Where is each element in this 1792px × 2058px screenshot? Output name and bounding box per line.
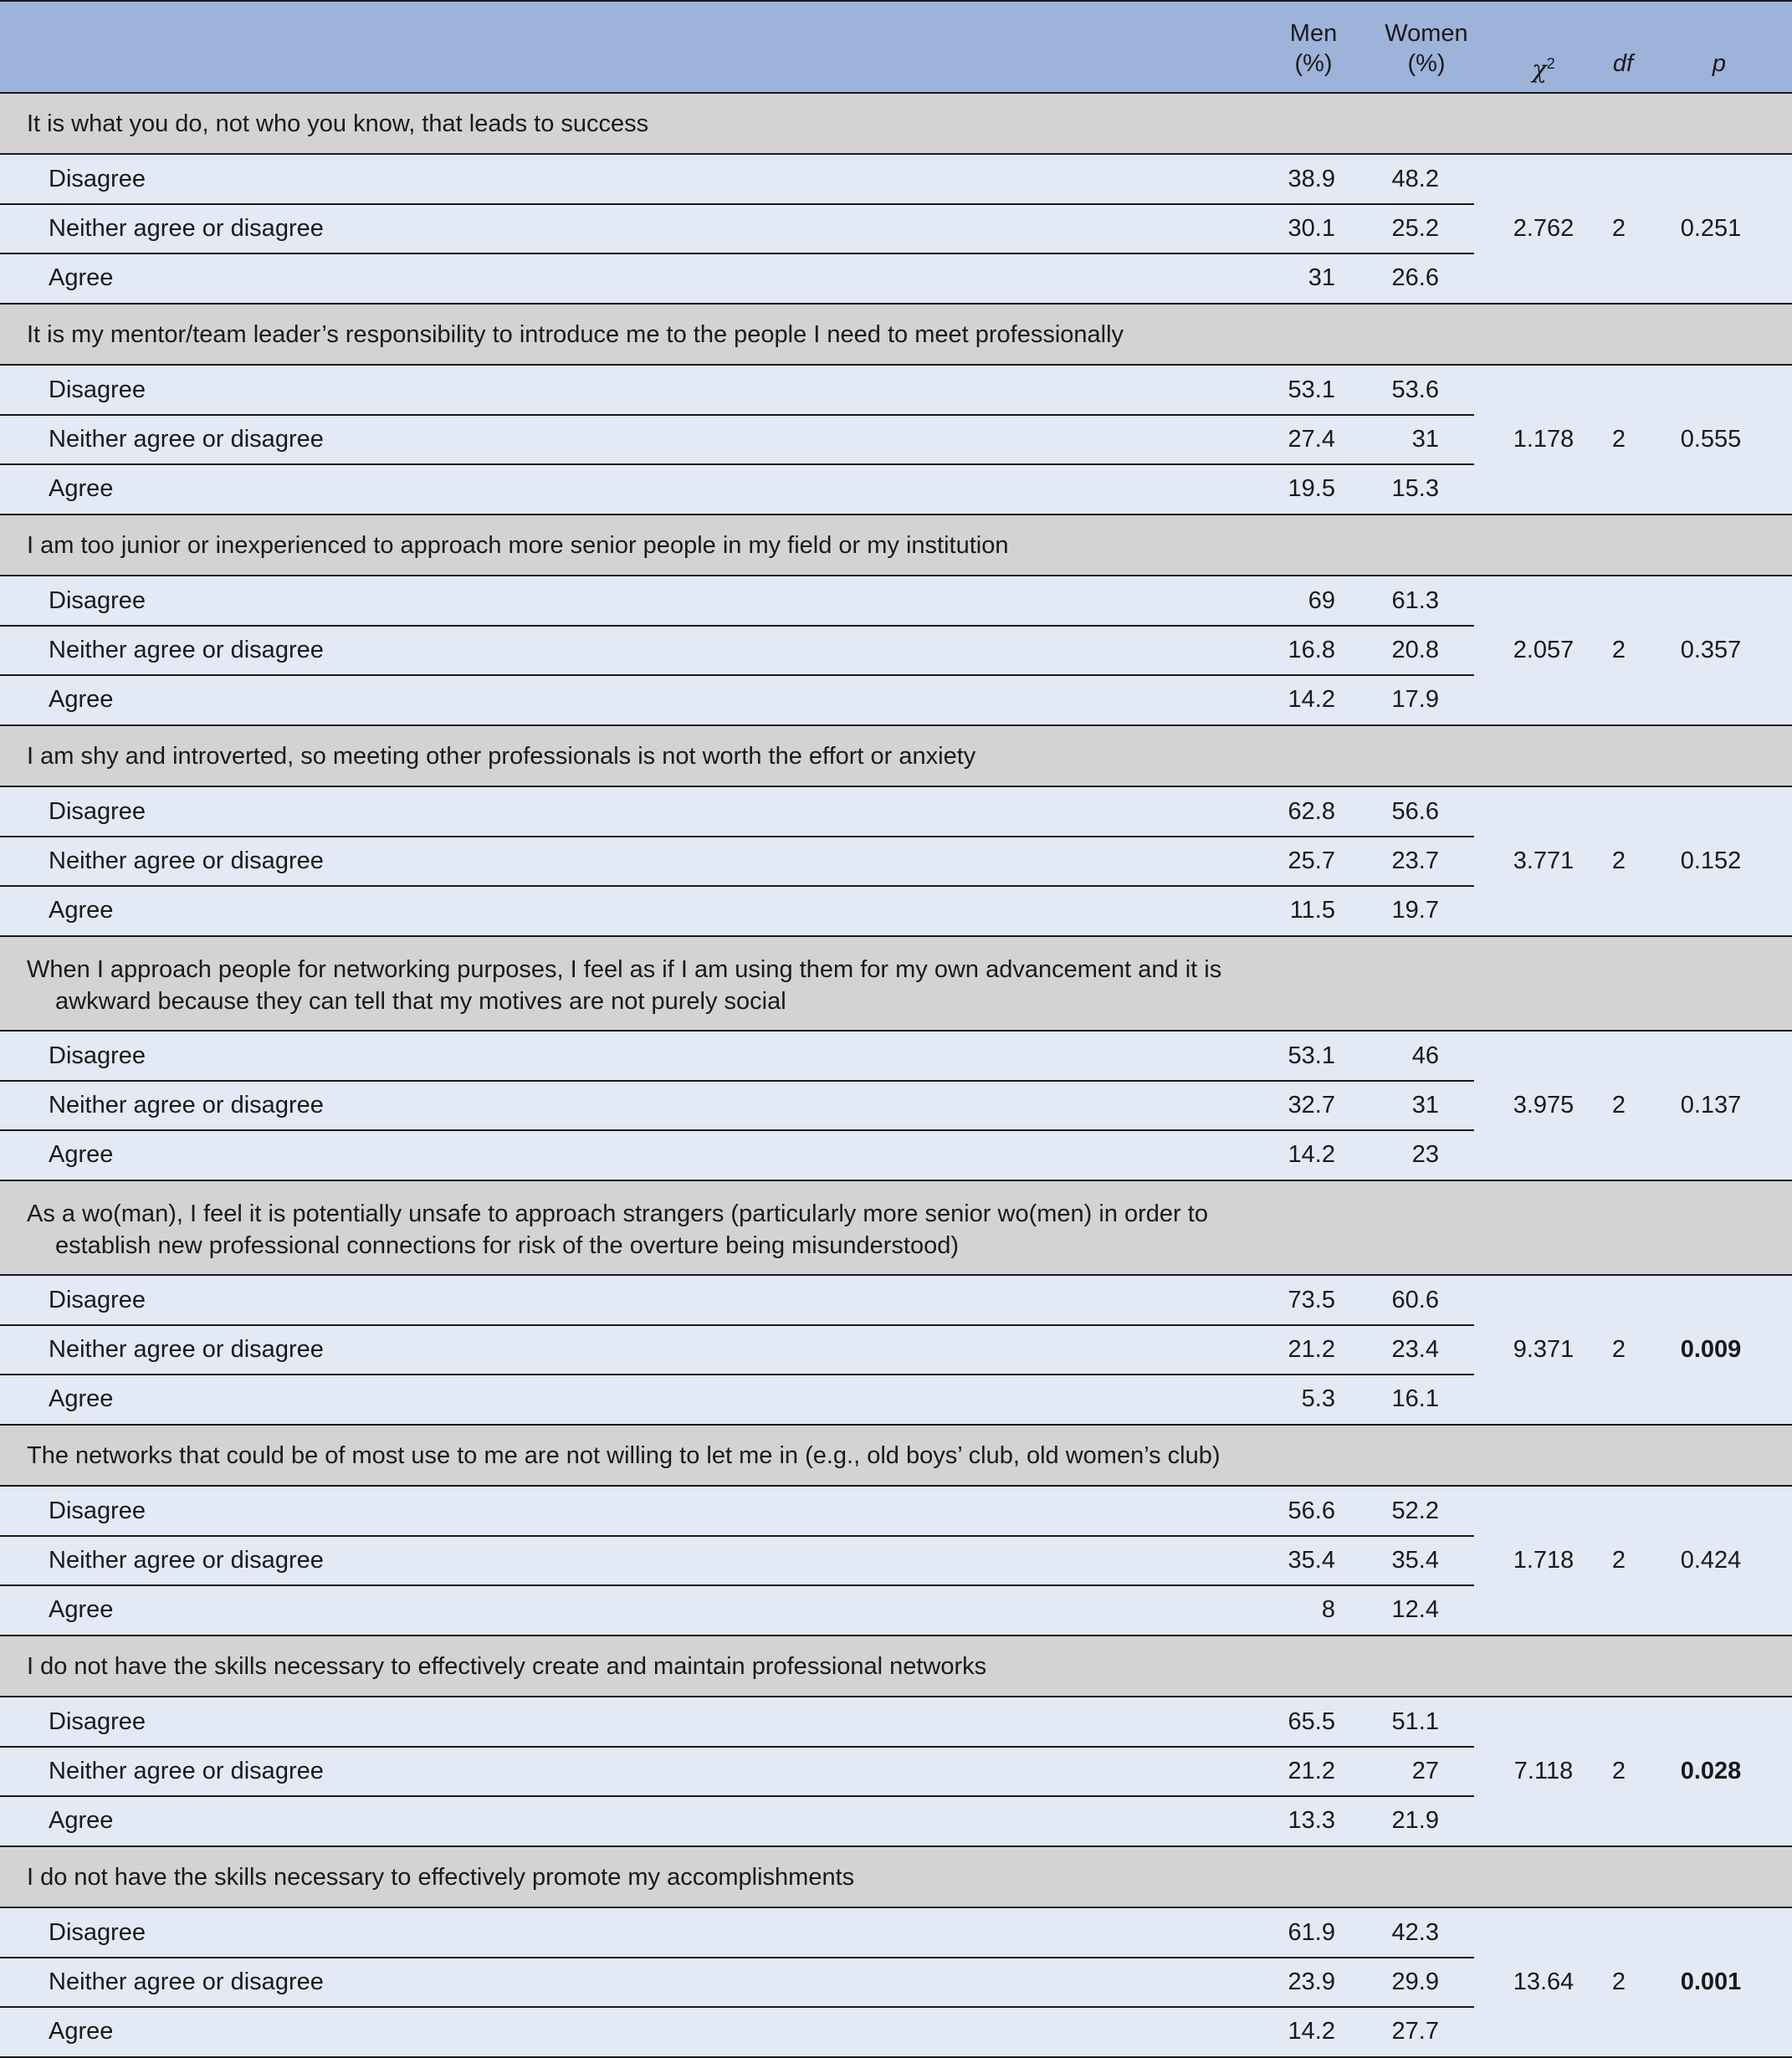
response-label: Disagree xyxy=(49,1287,146,1313)
question-row xyxy=(0,937,1792,1032)
women-percent: 53.6 xyxy=(1391,376,1439,403)
response-label: Agree xyxy=(49,1385,114,1412)
women-percent: 61.3 xyxy=(1391,587,1439,614)
header-men xyxy=(1255,18,1372,79)
response-label: Disagree xyxy=(49,1708,146,1735)
chi-square-value: 1.718 xyxy=(1513,1547,1574,1574)
men-percent: 32.7 xyxy=(1288,1092,1335,1119)
header-chi-square xyxy=(1498,49,1590,84)
men-percent: 23.9 xyxy=(1288,1968,1335,1995)
women-percent: 25.2 xyxy=(1391,215,1439,242)
men-percent: 62.8 xyxy=(1288,798,1335,825)
chi-square-value: 2.057 xyxy=(1513,637,1574,663)
women-percent: 52.2 xyxy=(1391,1497,1439,1524)
p-value: 0.555 xyxy=(1680,426,1742,453)
header-women-unit: (%) xyxy=(1407,50,1446,77)
df-value: 2 xyxy=(1611,1758,1626,1784)
women-percent: 46 xyxy=(1411,1042,1439,1069)
men-percent: 5.3 xyxy=(1301,1385,1335,1412)
response-block xyxy=(0,366,1792,515)
question-group xyxy=(0,726,1792,937)
table-header xyxy=(0,2,1792,94)
p-value: 0.137 xyxy=(1680,1092,1742,1119)
response-label: Disagree xyxy=(49,166,146,192)
response-label: Neither agree or disagree xyxy=(49,637,324,663)
row-divider xyxy=(0,1957,1474,1958)
response-label: Neither agree or disagree xyxy=(49,1547,324,1574)
df-value: 2 xyxy=(1611,1092,1626,1119)
question-group xyxy=(0,1426,1792,1636)
question-text: When I approach people for networking purposes, I feel as if I am using them for my own advancement and it is awkward because they can tell that my motives are not purely social xyxy=(27,956,1222,1015)
row-divider xyxy=(0,674,1474,676)
response-label: Neither agree or disagree xyxy=(49,1968,324,1995)
response-label: Disagree xyxy=(49,1497,146,1524)
question-text: I do not have the skills necessary to effectively create and maintain professional networks xyxy=(27,1653,987,1680)
chi-square-value: 2.762 xyxy=(1513,215,1574,242)
question-group xyxy=(0,515,1792,726)
question-text: It is what you do, not who you know, that leads to success xyxy=(27,110,649,137)
row-divider xyxy=(0,1080,1474,1082)
response-label: Neither agree or disagree xyxy=(49,1336,324,1363)
men-percent: 11.5 xyxy=(1289,897,1335,924)
men-percent: 65.5 xyxy=(1288,1708,1335,1735)
response-label: Agree xyxy=(49,897,114,924)
response-label: Neither agree or disagree xyxy=(49,1092,324,1119)
row-divider xyxy=(0,1324,1474,1326)
row-divider xyxy=(0,1374,1474,1375)
row-divider xyxy=(0,463,1474,465)
women-percent: 31 xyxy=(1411,1092,1439,1119)
response-label: Agree xyxy=(49,1807,114,1834)
row-divider xyxy=(0,253,1474,254)
women-percent: 23 xyxy=(1411,1141,1439,1168)
response-label: Disagree xyxy=(49,376,146,403)
row-divider xyxy=(0,2006,1474,2008)
df-value: 2 xyxy=(1611,426,1626,453)
women-percent: 16.1 xyxy=(1391,1385,1439,1412)
response-block xyxy=(0,155,1792,305)
men-percent: 14.2 xyxy=(1288,1141,1335,1168)
women-percent: 26.6 xyxy=(1391,264,1439,291)
question-row xyxy=(0,726,1792,787)
row-divider xyxy=(0,1746,1474,1748)
question-group xyxy=(0,305,1792,515)
men-percent: 21.2 xyxy=(1288,1336,1335,1363)
chi-square-value: 1.178 xyxy=(1513,426,1574,453)
df-value: 2 xyxy=(1611,1968,1626,1995)
response-label: Neither agree or disagree xyxy=(49,426,324,453)
men-percent: 14.2 xyxy=(1288,2018,1335,2045)
df-value: 2 xyxy=(1611,1547,1626,1574)
p-value: 0.009 xyxy=(1680,1336,1742,1363)
df-value: 2 xyxy=(1611,637,1626,663)
row-divider xyxy=(0,836,1474,837)
women-percent: 17.9 xyxy=(1391,686,1439,713)
women-percent: 48.2 xyxy=(1391,166,1439,192)
response-label: Disagree xyxy=(49,798,146,825)
question-row xyxy=(0,94,1792,155)
men-percent: 21.2 xyxy=(1288,1758,1335,1784)
women-percent: 51.1 xyxy=(1391,1708,1439,1735)
table-body xyxy=(0,94,1792,2058)
women-percent: 29.9 xyxy=(1391,1968,1439,1995)
row-divider xyxy=(0,625,1474,627)
row-divider xyxy=(0,1795,1474,1797)
question-group xyxy=(0,1847,1792,2058)
response-block xyxy=(0,1276,1792,1426)
men-percent: 53.1 xyxy=(1288,376,1335,403)
women-percent: 35.4 xyxy=(1391,1547,1439,1574)
question-group xyxy=(0,937,1792,1181)
question-row xyxy=(0,305,1792,366)
header-df: df xyxy=(1612,50,1634,77)
question-text: The networks that could be of most use to me are not willing to let me in (e.g., old boys’ club, old women’s club) xyxy=(27,1442,1221,1469)
women-percent: 15.3 xyxy=(1391,475,1439,502)
men-percent: 30.1 xyxy=(1288,215,1335,242)
response-block xyxy=(0,787,1792,937)
question-text: I am too junior or inexperienced to approach more senior people in my field or my institution xyxy=(27,532,1009,559)
women-percent: 27 xyxy=(1411,1758,1439,1784)
women-percent: 20.8 xyxy=(1391,637,1439,663)
response-block xyxy=(0,576,1792,726)
chi-square-value: 3.975 xyxy=(1513,1092,1574,1119)
response-block xyxy=(0,1908,1792,2058)
response-label: Disagree xyxy=(49,1919,146,1946)
response-label: Neither agree or disagree xyxy=(49,847,324,874)
chi-square-value: 7.118 xyxy=(1513,1758,1574,1784)
chi-square-value: 13.64 xyxy=(1513,1968,1574,1995)
response-label: Agree xyxy=(49,475,114,502)
response-label: Agree xyxy=(49,1141,114,1168)
women-percent: 56.6 xyxy=(1391,798,1439,825)
chi-symbol: χ xyxy=(1532,54,1547,84)
question-row xyxy=(0,1426,1792,1487)
question-row xyxy=(0,515,1792,576)
df-value: 2 xyxy=(1611,847,1626,874)
row-divider xyxy=(0,1584,1474,1586)
question-row xyxy=(0,1181,1792,1276)
p-value: 0.357 xyxy=(1680,637,1742,663)
women-percent: 27.7 xyxy=(1391,2018,1439,2045)
p-value: 0.001 xyxy=(1680,1968,1742,1995)
question-text: As a wo(man), I feel it is potentially unsafe to approach strangers (particularly more senior wo(men) in order to establish new professional connections for risk of the overture being misunderstood) xyxy=(27,1200,1208,1259)
men-percent: 69 xyxy=(1308,587,1335,614)
men-percent: 25.7 xyxy=(1288,847,1335,874)
men-percent: 53.1 xyxy=(1288,1042,1335,1069)
response-label: Neither agree or disagree xyxy=(49,1758,324,1784)
response-label: Agree xyxy=(49,686,114,713)
question-text: I am shy and introverted, so meeting other professionals is not worth the effort or anxiety xyxy=(27,743,976,770)
response-label: Disagree xyxy=(49,587,146,614)
response-label: Neither agree or disagree xyxy=(49,215,324,242)
men-percent: 14.2 xyxy=(1288,686,1335,713)
chi-square-value: 3.771 xyxy=(1513,847,1574,874)
header-women xyxy=(1364,18,1489,79)
chi-square-value: 9.371 xyxy=(1513,1336,1574,1363)
chi-superscript: 2 xyxy=(1546,55,1555,72)
response-label: Disagree xyxy=(49,1042,146,1069)
women-percent: 31 xyxy=(1411,426,1439,453)
question-group xyxy=(0,1636,1792,1847)
question-group xyxy=(0,94,1792,305)
women-percent: 12.4 xyxy=(1391,1596,1439,1623)
row-divider xyxy=(0,203,1474,205)
row-divider xyxy=(0,885,1474,887)
women-percent: 23.4 xyxy=(1391,1336,1439,1363)
header-women-label: Women xyxy=(1385,20,1468,47)
men-percent: 13.3 xyxy=(1288,1807,1335,1834)
row-divider xyxy=(0,414,1474,416)
question-text: It is my mentor/team leader’s responsibility to introduce me to the people I need to meet professionally xyxy=(27,321,1124,348)
men-percent: 61.9 xyxy=(1288,1919,1335,1946)
men-percent: 73.5 xyxy=(1288,1287,1335,1313)
df-value: 2 xyxy=(1611,215,1626,242)
women-percent: 23.7 xyxy=(1391,847,1439,874)
women-percent: 19.7 xyxy=(1391,897,1439,924)
question-row xyxy=(0,1636,1792,1697)
women-percent: 21.9 xyxy=(1391,1807,1439,1834)
row-divider xyxy=(0,1535,1474,1537)
response-label: Agree xyxy=(49,2018,114,2045)
response-block xyxy=(0,1697,1792,1847)
women-percent: 42.3 xyxy=(1391,1919,1439,1946)
p-value: 0.251 xyxy=(1680,215,1742,242)
p-value: 0.152 xyxy=(1680,847,1742,874)
men-percent: 8 xyxy=(1321,1596,1335,1623)
men-percent: 56.6 xyxy=(1288,1497,1335,1524)
response-label: Agree xyxy=(49,1596,114,1623)
question-group xyxy=(0,1181,1792,1426)
men-percent: 38.9 xyxy=(1288,166,1335,192)
p-value: 0.028 xyxy=(1680,1758,1742,1784)
men-percent: 31 xyxy=(1308,264,1335,291)
header-p: p xyxy=(1712,50,1727,77)
response-block xyxy=(0,1032,1792,1181)
men-percent: 19.5 xyxy=(1288,475,1335,502)
men-percent: 16.8 xyxy=(1288,637,1335,663)
df-value: 2 xyxy=(1611,1336,1626,1363)
question-row xyxy=(0,1847,1792,1908)
p-value: 0.424 xyxy=(1680,1547,1742,1574)
women-percent: 60.6 xyxy=(1391,1287,1439,1313)
header-men-label: Men xyxy=(1289,20,1338,47)
question-text: I do not have the skills necessary to effectively promote my accomplishments xyxy=(27,1864,855,1891)
response-block xyxy=(0,1487,1792,1636)
response-label: Agree xyxy=(49,264,114,291)
men-percent: 27.4 xyxy=(1288,426,1335,453)
men-percent: 35.4 xyxy=(1288,1547,1335,1574)
header-men-unit: (%) xyxy=(1294,50,1333,77)
row-divider xyxy=(0,1129,1474,1131)
